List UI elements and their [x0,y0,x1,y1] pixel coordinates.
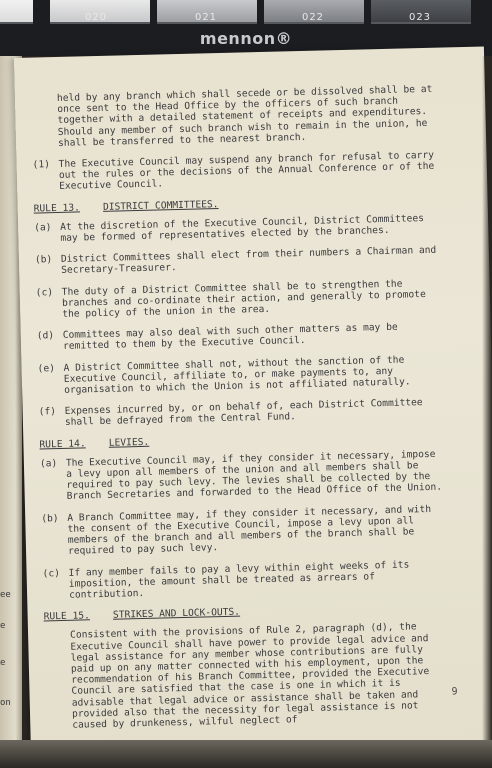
scale-number: 022 [301,12,325,23]
item-label: (c) [35,286,54,299]
scale-number: 023 [408,12,432,23]
item-label: (a) [39,457,58,470]
item-label: (e) [37,362,56,375]
brand-logo: mennon® [199,29,293,48]
left-page-fragment: e [0,658,6,668]
right-edge-shadow [482,56,492,768]
item-text: The Executive Council may, if they consider it necessary, impose a levy upon all members of the union and all members shall be required to pay such levy. The levies shall be collected by the Branch Secretaries and forwarded to the Head Office of the Union. [65,448,443,503]
rule-15-heading [44,602,448,623]
item-text: The Executive Council may suspend any branch for refusal to carry out the rules or the decisions of the Annual Conference or of the Executive Council. [58,149,435,193]
rule-14-item-b [41,503,446,558]
item-label: (1) [32,159,51,171]
rule-14-label: RULE 14. [39,438,86,451]
page-body [31,84,451,742]
rule-14-item-a [40,448,445,503]
item-text: A Branch Committee may, if they consider it necessary, and with the consent of the Executive Council, impose a levy upon all members of the branch and all members of the branch shall be required to pay such levy. [67,503,432,558]
rule-13-item-c [36,277,441,320]
rule-13-item-b [35,245,439,277]
document-page [14,47,492,758]
item-label: (a) [34,221,52,234]
intro-paragraph: held by any branch which shall secede or be dissolved shall be at once sent to the Head Office by the officers of such branch together with a detailed statement of receipts and expenditures. Should any member of such branch wish to remain in the union, he shall be transferred to the nearest branch. [56,83,433,149]
item-label: (d) [36,330,55,342]
rule-13-item-e [37,353,442,396]
item-label: (c) [42,567,61,579]
intro-item [32,150,437,193]
rule-14-item-c [42,558,447,601]
left-page-fragment: ee [0,590,11,600]
rule-15-label: RULE 15. [43,610,91,623]
scale-chip [0,0,33,24]
bottom-edge-shadow [0,740,492,768]
rule-13-title: DISTRICT COMMITTEES. [102,198,219,213]
rule-14-title: LEVIES. [108,436,150,449]
item-text: District Committees shall elect from their numbers a Chairman and Secretary-Treasurer. [60,244,437,277]
item-label: (b) [34,254,53,266]
item-text: A District Committee shall not, without the sanction of the Executive Council, affiliate to, or make payments to, any organisation to which the Union is not affiliated naturally. [63,354,411,396]
rule-13-item-f [39,397,443,429]
item-label: (b) [41,512,59,525]
item-text: If any member fails to pay a levy within eight weeks of its imposition, the amount shall be treated as arrears of contribution. [68,558,410,601]
item-label: (f) [38,406,57,418]
rule-15-title: STRIKES AND LOCK-OUTS. [112,606,241,621]
left-page-fragment: e [0,621,6,631]
rule-13-item-d [37,321,441,353]
item-text: Expenses incurred by, or on behalf of, each District Committee shall be defrayed from the Central Fund. [64,397,423,429]
scale-number: 021 [194,12,218,23]
item-text: Committees may also deal with such other matters as may be remitted to them by the Executive Council. [62,321,398,353]
left-page-fragment: on [0,698,11,708]
item-text: At the discretion of the Executive Council, District Committees may be formed of representatives elected by the branches. [60,212,425,244]
page-number: 9 [451,686,458,698]
item-text: The duty of a District Committee shall be to strengthen the branches and co-ordinate their action, and generally to promote the policy of the union in the area. [61,278,426,320]
rule-13-heading [34,193,438,214]
rule-14-heading [39,429,443,450]
rule-13-item-a [34,213,438,245]
rule-15-paragraph: Consistent with the provisions of Rule 2, paragraph (d), the Executive Council shall have power to provide legal advice and legal assistance for any member whose contributions are fully paid up on any matter connected with his employment, upon the recommendation of his Branch Committee, provided the Executive Council are satisfied that the case is one in which it is advisable that legal advice or assistance shall be taken and provided also that the necessity for legal assistance is not caused by drunkeness, wilful neglect of [69,621,430,731]
rule-13-label: RULE 13. [33,202,81,215]
scale-number: 020 [84,12,108,23]
